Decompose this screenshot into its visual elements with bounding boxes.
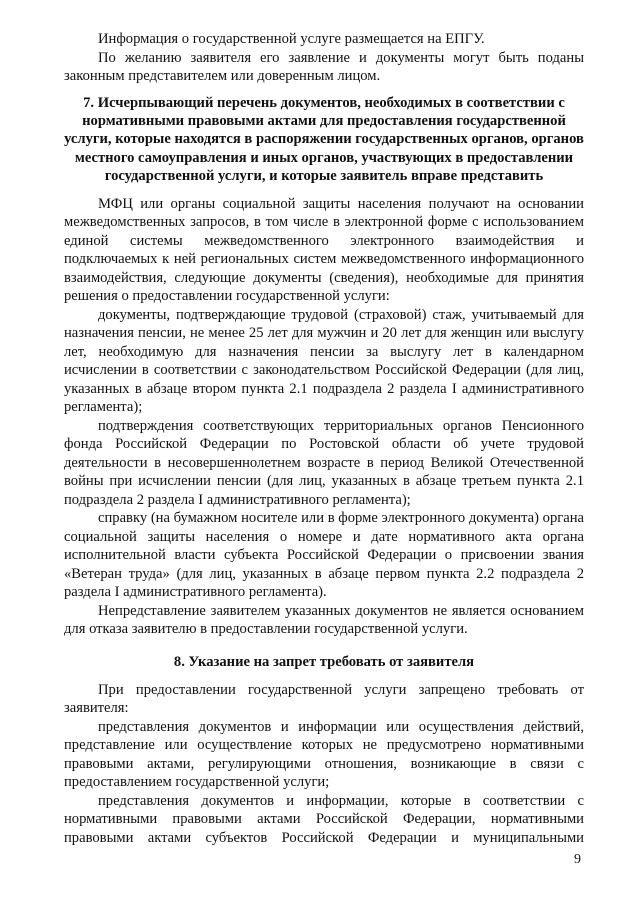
- paragraph: подтверждения соответствующих территориальных органов Пенсионного фонда Российской Федерации по Ростовской области об учете трудовой деятельности в несовершеннолетнем возрасте в период Великой Отечественной войны при исчислении пенсии (для лиц, указанных в абзаце третьем пункта 2.1 подраздела 2 раздела I административного регламента);: [64, 417, 584, 508]
- paragraph: представления документов и информации, которые в соответствии с нормативными правовыми актами Российской Федерации, нормативными правовыми актами субъектов Российской Федерации и муниципальными: [64, 792, 584, 846]
- section-8-heading: 8. Указание на запрет требовать от заявителя: [173, 653, 475, 670]
- paragraph: При предоставлении государственной услуги запрещено требовать от заявителя:: [64, 681, 584, 717]
- paragraph: Информация о государственной услуге размещается на ЕПГУ.: [98, 31, 485, 47]
- paragraph: Непредставление заявителем указанных документов не является основанием для отказа заявителю в предоставлении государственной услуги.: [64, 602, 584, 638]
- paragraph: МФЦ или органы социальной защиты населения получают на основании межведомственных запросов, в том числе в электронной форме с использованием единой системы межведомственного электронного взаимодействия и подключаемых к ней региональных систем межведомственного информационного взаимодействия, следующие документы (сведения), необходимые для принятия решения о предоставлении государственной услуги:: [64, 195, 584, 305]
- document-page: [64, 30, 584, 847]
- paragraph: представления документов и информации или осуществления действий, представление или осуществление которых не предусмотрено нормативными правовыми актами, регулирующими отношения, возникающие в связи с предоставлением государственной услуги;: [64, 718, 584, 791]
- section-7-heading: 7. Исчерпывающий перечень документов, необходимых в соответствии с нормативными правовыми актами для предоставления государственной услуги, которые находятся в распоряжении государственных органов, органов местного самоуправления и иных органов, участвующих в предоставлении государственной услуги, и которые заявитель вправе представить: [64, 94, 584, 185]
- page-number: 9: [574, 852, 581, 867]
- paragraph: По желанию заявителя его заявление и документы могут быть поданы законным представителем или доверенным лицом.: [64, 49, 584, 84]
- paragraph: документы, подтверждающие трудовой (страховой) стаж, учитываемый для назначения пенсии, не менее 25 лет для мужчин и 20 лет для женщин или выслугу лет, необходимую для назначения пенсии за выслугу лет в календарном исчислении в соответствии с законодательством Российской Федерации (для лиц, указанных в абзаце втором пункта 2.1 подраздела 2 раздела I административного регламента);: [64, 306, 584, 416]
- paragraph: справку (на бумажном носителе или в форме электронного документа) органа социальной защиты населения о номере и дате нормативного акта органа исполнительной власти субъекта Российской Федерации о присвоении звания «Ветеран труда» (для лиц, указанных в абзаце первом пункта 2.2 подраздела 2 раздела I административного регламента).: [64, 510, 584, 601]
